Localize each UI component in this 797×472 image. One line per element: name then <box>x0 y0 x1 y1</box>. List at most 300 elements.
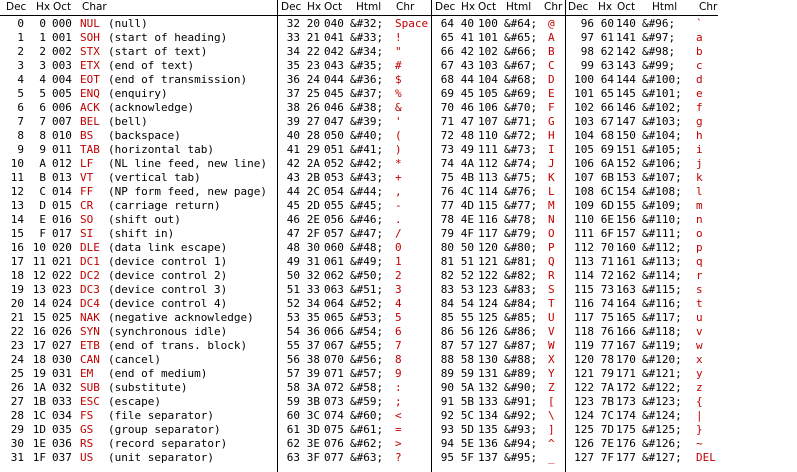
cell-oct: 141 <box>616 31 636 44</box>
cell-hex: 34 <box>306 297 320 310</box>
cell-dec: 3 <box>17 59 24 72</box>
table-row <box>566 451 718 465</box>
table-row <box>278 367 431 381</box>
cell-chr: : <box>395 381 402 394</box>
cell-dec: 5 <box>17 87 24 100</box>
cell-abbr: ACK <box>80 101 100 114</box>
cell-oct: 113 <box>478 171 498 184</box>
cell-oct: 067 <box>324 339 344 352</box>
cell-hex: 65 <box>600 87 614 100</box>
cell-hex: 23 <box>306 59 320 72</box>
cell-dec: 32 <box>286 17 300 30</box>
cell-html: &#82; <box>504 269 538 282</box>
table-row <box>432 395 565 409</box>
column-header-hx: Hx <box>36 1 51 13</box>
table-row <box>278 157 431 171</box>
cell-oct: 037 <box>52 451 72 464</box>
table-row <box>432 185 565 199</box>
cell-oct: 120 <box>478 241 498 254</box>
cell-hex: 6 <box>39 101 46 114</box>
table-row <box>432 381 565 395</box>
cell-html: &#96; <box>642 17 676 30</box>
table-row <box>566 199 718 213</box>
table-row <box>432 353 565 367</box>
cell-oct: 161 <box>616 255 636 268</box>
cell-oct: 057 <box>324 227 344 240</box>
cell-dec: 41 <box>286 143 300 156</box>
cell-hex: 39 <box>306 367 320 380</box>
cell-dec: 68 <box>440 73 454 86</box>
cell-chr: g <box>696 115 703 128</box>
cell-dec: 15 <box>10 227 24 240</box>
cell-html: &#122; <box>642 381 682 394</box>
cell-html: &#107; <box>642 171 682 184</box>
cell-oct: 044 <box>324 73 344 86</box>
cell-dec: 125 <box>574 423 594 436</box>
cell-dec: 2 <box>17 45 24 58</box>
cell-abbr: VT <box>80 171 94 184</box>
table-row <box>566 269 718 283</box>
table-row <box>0 143 277 157</box>
cell-desc: (start of heading) <box>108 31 228 44</box>
cell-html: &#84; <box>504 297 538 310</box>
cell-abbr: GS <box>80 423 94 436</box>
cell-html: &#97; <box>642 31 676 44</box>
cell-hex: 6A <box>600 157 614 170</box>
column-header-dec: Dec <box>568 1 589 13</box>
cell-oct: 133 <box>478 395 498 408</box>
cell-hex: 74 <box>600 297 614 310</box>
cell-oct: 104 <box>478 73 498 86</box>
cell-desc: (acknowledge) <box>108 101 195 114</box>
cell-hex: 13 <box>32 283 46 296</box>
cell-hex: 55 <box>460 311 474 324</box>
cell-oct: 111 <box>478 143 498 156</box>
cell-oct: 117 <box>478 227 498 240</box>
cell-oct: 020 <box>52 241 72 254</box>
cell-html: &#41; <box>350 143 384 156</box>
cell-chr: K <box>548 171 555 184</box>
cell-chr: 3 <box>395 283 402 296</box>
cell-chr: P <box>548 241 555 254</box>
cell-dec: 75 <box>440 171 454 184</box>
cell-chr: S <box>548 283 555 296</box>
table-row <box>432 283 565 297</box>
cell-hex: 70 <box>600 241 614 254</box>
table-row <box>278 353 431 367</box>
cell-dec: 25 <box>10 367 24 380</box>
cell-hex: 57 <box>460 339 474 352</box>
cell-html: &#44; <box>350 185 384 198</box>
cell-oct: 077 <box>324 451 344 464</box>
table-row <box>278 437 431 451</box>
cell-chr: ! <box>395 31 402 44</box>
table-row <box>0 451 277 465</box>
cell-dec: 4 <box>17 73 24 86</box>
cell-chr: 6 <box>395 325 402 338</box>
cell-hex: 3C <box>306 409 320 422</box>
cell-chr: 0 <box>395 241 402 254</box>
cell-html: &#110; <box>642 213 682 226</box>
cell-chr: k <box>696 171 703 184</box>
cell-html: &#61; <box>350 423 384 436</box>
cell-abbr: ESC <box>80 395 100 408</box>
cell-dec: 124 <box>574 409 594 422</box>
cell-hex: 51 <box>460 255 474 268</box>
cell-dec: 80 <box>440 241 454 254</box>
cell-abbr: DC3 <box>80 283 100 296</box>
cell-html: &#46; <box>350 213 384 226</box>
table-row <box>278 311 431 325</box>
table-row <box>0 87 277 101</box>
cell-hex: 35 <box>306 311 320 324</box>
cell-chr: $ <box>395 73 402 86</box>
cell-hex: 2B <box>306 171 320 184</box>
table-row <box>278 87 431 101</box>
cell-html: &#83; <box>504 283 538 296</box>
cell-dec: 123 <box>574 395 594 408</box>
cell-oct: 070 <box>324 353 344 366</box>
cell-html: &#64; <box>504 17 538 30</box>
cell-oct: 034 <box>52 409 72 422</box>
cell-hex: 1C <box>32 409 46 422</box>
cell-chr: / <box>395 227 402 240</box>
header-rule <box>432 15 565 16</box>
cell-html: &#79; <box>504 227 538 240</box>
cell-html: &#124; <box>642 409 682 422</box>
table-row <box>0 297 277 311</box>
table-row <box>0 353 277 367</box>
cell-hex: 3 <box>39 59 46 72</box>
cell-oct: 011 <box>52 143 72 156</box>
cell-hex: 9 <box>39 143 46 156</box>
table-row <box>432 423 565 437</box>
cell-hex: 5A <box>460 381 474 394</box>
cell-dec: 54 <box>286 325 300 338</box>
cell-abbr: DC2 <box>80 269 100 282</box>
cell-dec: 51 <box>286 283 300 296</box>
cell-hex: 66 <box>600 101 614 114</box>
cell-oct: 017 <box>52 227 72 240</box>
cell-dec: 69 <box>440 87 454 100</box>
cell-chr: Z <box>548 381 555 394</box>
cell-desc: (device control 1) <box>108 255 228 268</box>
cell-abbr: LF <box>80 157 94 170</box>
cell-oct: 102 <box>478 45 498 58</box>
cell-dec: 58 <box>286 381 300 394</box>
table-row <box>566 395 718 409</box>
cell-oct: 066 <box>324 325 344 338</box>
cell-html: &#94; <box>504 437 538 450</box>
cell-chr: J <box>548 157 555 170</box>
cell-hex: 6C <box>600 185 614 198</box>
table-row <box>278 255 431 269</box>
cell-oct: 062 <box>324 269 344 282</box>
cell-chr: + <box>395 171 402 184</box>
table-row <box>432 199 565 213</box>
table-row <box>432 157 565 171</box>
table-row <box>0 325 277 339</box>
table-row <box>432 297 565 311</box>
table-row <box>566 73 718 87</box>
cell-hex: 18 <box>32 353 46 366</box>
cell-hex: 58 <box>460 353 474 366</box>
cell-hex: 7F <box>600 451 614 464</box>
cell-abbr: SUB <box>80 381 100 394</box>
table-row <box>566 353 718 367</box>
cell-html: &#57; <box>350 367 384 380</box>
cell-dec: 114 <box>574 269 594 282</box>
cell-dec: 30 <box>10 437 24 450</box>
cell-desc: (null) <box>108 17 148 30</box>
cell-oct: 040 <box>324 17 344 30</box>
cell-chr: s <box>696 283 703 296</box>
cell-abbr: SO <box>80 213 94 226</box>
cell-dec: 21 <box>10 311 24 324</box>
cell-hex: 30 <box>306 241 320 254</box>
cell-desc: (end of medium) <box>108 367 208 380</box>
cell-html: &#71; <box>504 115 538 128</box>
table-row <box>566 101 718 115</box>
cell-oct: 033 <box>52 395 72 408</box>
cell-oct: 122 <box>478 269 498 282</box>
table-row <box>432 451 565 465</box>
cell-oct: 006 <box>52 101 72 114</box>
cell-chr: p <box>696 241 703 254</box>
cell-hex: 48 <box>460 129 474 142</box>
cell-dec: 71 <box>440 115 454 128</box>
cell-html: &#56; <box>350 353 384 366</box>
cell-html: &#106; <box>642 157 682 170</box>
cell-chr: Q <box>548 255 555 268</box>
table-row <box>278 143 431 157</box>
cell-dec: 14 <box>10 213 24 226</box>
cell-desc: (backspace) <box>108 129 181 142</box>
cell-chr: i <box>696 143 703 156</box>
cell-html: &#101; <box>642 87 682 100</box>
table-row <box>0 381 277 395</box>
cell-oct: 170 <box>616 353 636 366</box>
cell-desc: (end of transmission) <box>108 73 248 86</box>
cell-html: &#72; <box>504 129 538 142</box>
table-row <box>432 269 565 283</box>
cell-chr: l <box>696 185 703 198</box>
cell-dec: 28 <box>10 409 24 422</box>
cell-dec: 31 <box>10 451 24 464</box>
cell-oct: 024 <box>52 297 72 310</box>
cell-dec: 110 <box>574 213 594 226</box>
cell-dec: 112 <box>574 241 594 254</box>
table-row <box>432 115 565 129</box>
table-row <box>432 227 565 241</box>
cell-oct: 123 <box>478 283 498 296</box>
column-header-hx: Hx <box>307 1 322 13</box>
cell-dec: 63 <box>286 451 300 464</box>
cell-abbr: ENQ <box>80 87 100 100</box>
cell-dec: 42 <box>286 157 300 170</box>
cell-desc: (start of text) <box>108 45 208 58</box>
cell-dec: 119 <box>574 339 594 352</box>
cell-chr: f <box>696 101 703 114</box>
table-row <box>566 297 718 311</box>
cell-oct: 125 <box>478 311 498 324</box>
cell-oct: 071 <box>324 367 344 380</box>
cell-oct: 000 <box>52 17 72 30</box>
table-row <box>566 311 718 325</box>
cell-html: &#118; <box>642 325 682 338</box>
cell-oct: 032 <box>52 381 72 394</box>
cell-hex: 5D <box>460 423 474 436</box>
cell-html: &#105; <box>642 143 682 156</box>
cell-oct: 157 <box>616 227 636 240</box>
block-control-chars <box>0 0 277 472</box>
cell-oct: 131 <box>478 367 498 380</box>
cell-oct: 022 <box>52 269 72 282</box>
table-row <box>432 17 565 31</box>
cell-hex: 47 <box>460 115 474 128</box>
cell-hex: 73 <box>600 283 614 296</box>
cell-html: &#75; <box>504 171 538 184</box>
cell-hex: 78 <box>600 353 614 366</box>
cell-hex: 3F <box>306 451 320 464</box>
table-row <box>432 367 565 381</box>
cell-hex: E <box>39 213 46 226</box>
cell-chr: L <box>548 185 555 198</box>
cell-hex: 64 <box>600 73 614 86</box>
cell-dec: 33 <box>286 31 300 44</box>
cell-dec: 39 <box>286 115 300 128</box>
cell-html: &#68; <box>504 73 538 86</box>
cell-hex: 5E <box>460 437 474 450</box>
cell-dec: 61 <box>286 423 300 436</box>
cell-dec: 102 <box>574 101 594 114</box>
cell-oct: 043 <box>324 59 344 72</box>
cell-desc: (shift in) <box>108 227 175 240</box>
cell-dec: 103 <box>574 115 594 128</box>
cell-hex: 75 <box>600 311 614 324</box>
cell-chr: Y <box>548 367 555 380</box>
cell-hex: 41 <box>460 31 474 44</box>
table-row <box>0 423 277 437</box>
cell-oct: 023 <box>52 283 72 296</box>
cell-hex: 8 <box>39 129 46 142</box>
cell-chr: W <box>548 339 555 352</box>
cell-dec: 100 <box>574 73 594 86</box>
cell-dec: 36 <box>286 73 300 86</box>
cell-hex: 60 <box>600 17 614 30</box>
cell-hex: 45 <box>460 87 474 100</box>
cell-hex: 53 <box>460 283 474 296</box>
cell-oct: 106 <box>478 101 498 114</box>
cell-dec: 79 <box>440 227 454 240</box>
cell-dec: 73 <box>440 143 454 156</box>
cell-oct: 101 <box>478 31 498 44</box>
cell-oct: 145 <box>616 87 636 100</box>
cell-html: &#69; <box>504 87 538 100</box>
cell-dec: 127 <box>574 451 594 464</box>
cell-hex: 3E <box>306 437 320 450</box>
cell-html: &#40; <box>350 129 384 142</box>
cell-html: &#42; <box>350 157 384 170</box>
cell-oct: 100 <box>478 17 498 30</box>
cell-desc: (group separator) <box>108 423 221 436</box>
header-rule <box>0 15 277 16</box>
cell-html: &#117; <box>642 311 682 324</box>
table-row <box>432 143 565 157</box>
table-row <box>278 17 431 31</box>
cell-hex: 5B <box>460 395 474 408</box>
cell-chr: z <box>696 381 703 394</box>
table-row <box>0 185 277 199</box>
cell-oct: 046 <box>324 101 344 114</box>
column-header-oct: Oct <box>617 1 636 13</box>
cell-dec: 77 <box>440 199 454 212</box>
cell-hex: 77 <box>600 339 614 352</box>
cell-oct: 142 <box>616 45 636 58</box>
cell-dec: 87 <box>440 339 454 352</box>
cell-chr: 4 <box>395 297 402 310</box>
cell-oct: 172 <box>616 381 636 394</box>
table-row <box>432 409 565 423</box>
cell-desc: (vertical tab) <box>108 171 201 184</box>
cell-dec: 56 <box>286 353 300 366</box>
cell-html: &#120; <box>642 353 682 366</box>
cell-dec: 37 <box>286 87 300 100</box>
cell-dec: 46 <box>286 213 300 226</box>
cell-oct: 171 <box>616 367 636 380</box>
cell-oct: 135 <box>478 423 498 436</box>
cell-abbr: FS <box>80 409 94 422</box>
cell-hex: 46 <box>460 101 474 114</box>
table-row <box>566 213 718 227</box>
cell-hex: 25 <box>306 87 320 100</box>
cell-desc: (device control 3) <box>108 283 228 296</box>
cell-oct: 002 <box>52 45 72 58</box>
cell-dec: 27 <box>10 395 24 408</box>
cell-desc: (shift out) <box>108 213 181 226</box>
cell-html: &#32; <box>350 17 384 30</box>
cell-html: &#115; <box>642 283 682 296</box>
cell-dec: 60 <box>286 409 300 422</box>
cell-hex: 7C <box>600 409 614 422</box>
cell-chr: I <box>548 143 555 156</box>
cell-oct: 021 <box>52 255 72 268</box>
cell-hex: 2F <box>306 227 320 240</box>
cell-oct: 007 <box>52 115 72 128</box>
cell-abbr: SI <box>80 227 94 240</box>
cell-html: &#37; <box>350 87 384 100</box>
cell-html: &#51; <box>350 283 384 296</box>
cell-chr: = <box>395 423 402 436</box>
cell-dec: 101 <box>574 87 594 100</box>
cell-oct: 053 <box>324 171 344 184</box>
cell-chr: t <box>696 297 703 310</box>
cell-oct: 121 <box>478 255 498 268</box>
cell-dec: 13 <box>10 199 24 212</box>
table-row <box>278 241 431 255</box>
cell-chr: U <box>548 311 555 324</box>
table-row <box>0 269 277 283</box>
cell-desc: (bell) <box>108 115 148 128</box>
table-row <box>432 59 565 73</box>
cell-dec: 47 <box>286 227 300 240</box>
block-lowercase <box>566 0 718 472</box>
cell-hex: 4 <box>39 73 46 86</box>
cell-oct: 156 <box>616 213 636 226</box>
cell-chr: 5 <box>395 311 402 324</box>
cell-chr: X <box>548 353 555 366</box>
table-row <box>0 101 277 115</box>
